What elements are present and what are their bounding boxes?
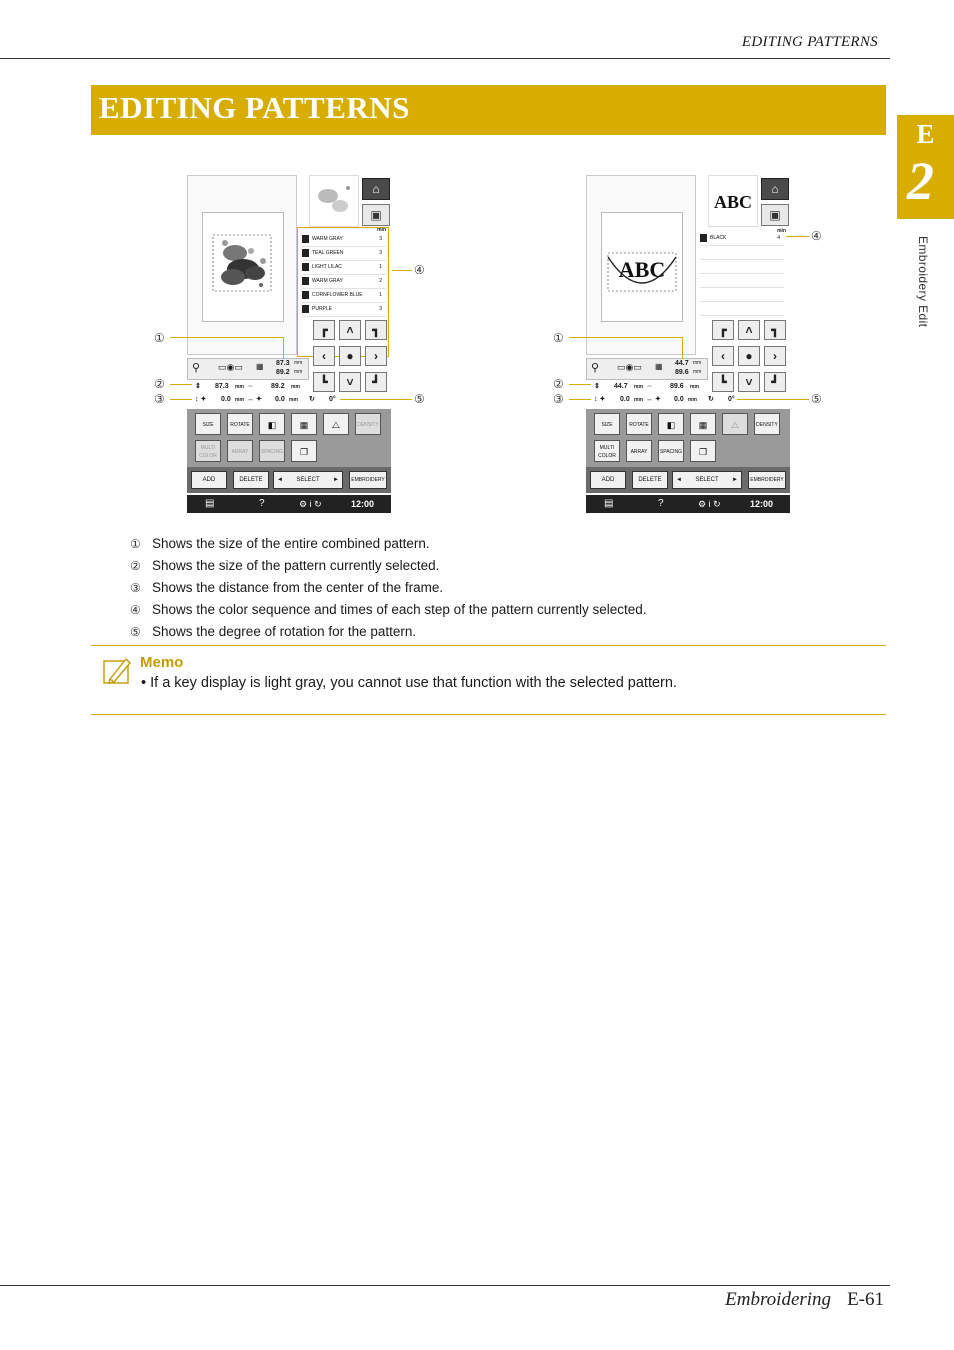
screen-right <box>586 175 790 513</box>
color-row-empty <box>700 260 784 274</box>
duplicate-button[interactable] <box>690 440 716 462</box>
delete-button[interactable]: DELETE <box>632 471 668 489</box>
callout-line <box>340 399 412 400</box>
document-icon: ▤ <box>205 498 215 509</box>
rotation-icon: ↻ <box>309 396 315 403</box>
mirror-image-button[interactable] <box>658 413 684 435</box>
color-row-empty <box>700 246 784 260</box>
move-up-button[interactable] <box>339 320 361 340</box>
action-bar <box>187 467 391 493</box>
pattern-size-icon: ▦ <box>655 362 663 371</box>
callout-line <box>682 337 683 359</box>
thread-spool-icon <box>302 277 309 285</box>
center-dot-icon: ● <box>745 349 753 363</box>
vertical-distance-icon: ↕ ✦ <box>594 396 606 403</box>
array-button[interactable]: ARRAY <box>626 440 652 462</box>
horizontal-size-icon: ⇔ <box>247 383 254 390</box>
spacing-button[interactable]: SPACING <box>259 440 285 462</box>
clock: 12:00 <box>750 499 774 509</box>
color-row-empty <box>700 288 784 302</box>
memo-top-rule <box>91 645 886 646</box>
frame-button[interactable] <box>362 204 390 226</box>
color-row-empty <box>700 302 784 316</box>
flip-button[interactable] <box>722 413 748 435</box>
abc-text: ABC <box>618 257 666 282</box>
settings-icon[interactable]: ⚙ i ↻ <box>698 499 721 509</box>
svg-text:ABC: ABC <box>713 192 753 212</box>
flip-icon: ⧍ <box>730 420 740 430</box>
chapter-number: 2 <box>907 151 934 211</box>
screen-left <box>187 175 391 513</box>
abc-arc-pattern-icon <box>602 213 682 321</box>
move-right-button[interactable] <box>365 346 387 366</box>
pattern-thumbnail <box>309 175 359 227</box>
selected-size-line: ⇕ 44.7 mm ⇔ 89.6 mm <box>586 381 790 393</box>
edit-panel <box>586 409 790 467</box>
bottom-rule <box>0 1285 890 1286</box>
color-row-empty <box>700 274 784 288</box>
chapter-tab <box>897 115 954 219</box>
vertical-size-icon: ⇕ <box>195 383 201 390</box>
status-bar <box>187 495 391 513</box>
thread-spool-icon <box>302 249 309 257</box>
frame-icon: ▣ <box>769 208 781 222</box>
pattern-size-icon: ▦ <box>256 362 264 371</box>
duplicate-icon: ❐ <box>698 447 708 457</box>
add-button[interactable]: ADD <box>590 471 626 489</box>
home-icon: ⌂ <box>771 182 779 196</box>
callout-1-right: ① <box>553 331 564 345</box>
total-height: 89.6 <box>675 369 689 376</box>
total-width: 87.3 <box>276 360 290 367</box>
distance-horizontal: 0.0 <box>275 396 285 403</box>
select-label: SELECT <box>296 477 320 483</box>
flip-button[interactable] <box>323 413 349 435</box>
move-up-right-button[interactable] <box>764 320 786 340</box>
chevron-up-icon: ˄ <box>745 323 753 337</box>
info-bar: ⚲ ▭◉▭ ▦ 44.7 89.6 mm mm <box>586 358 708 380</box>
frame-button[interactable] <box>761 204 789 226</box>
frame-icon: ▣ <box>370 208 382 222</box>
callout-line <box>569 337 682 338</box>
memo-title: Memo <box>140 654 184 671</box>
color-row[interactable]: TEAL GREEN 3 <box>302 247 386 261</box>
frame-size-icon: ▭◉▭ <box>218 362 243 372</box>
horizontal-size-icon: ⇔ <box>646 383 653 390</box>
callout-line <box>569 384 591 385</box>
note-item: ③ Shows the distance from the center of the frame. <box>130 580 444 595</box>
callout-line <box>170 384 192 385</box>
thread-spool-icon <box>302 263 309 271</box>
callout-line <box>170 399 192 400</box>
vertical-distance-icon: ↕ ✦ <box>195 396 207 403</box>
color-row[interactable]: CORNFLOWER BLUE 1 <box>302 289 386 303</box>
footer-section: Embroidering <box>725 1289 832 1310</box>
corner-up-left-icon: ┏ <box>320 323 328 337</box>
settings-icon[interactable]: ⚙ i ↻ <box>299 499 322 509</box>
selected-size-line: ⇕ 87.3 mm ⇔ 89.2 mm <box>187 381 391 393</box>
callout-5-right: ⑤ <box>811 392 822 406</box>
select-control[interactable] <box>672 471 742 489</box>
embroidery-button[interactable]: EMBROIDERY <box>748 471 786 489</box>
distance-line: ↕ ✦ 0.0 mm ↔ ✦ 0.0 mm ↻ 0° <box>187 394 391 406</box>
home-icon: ⌂ <box>372 182 380 196</box>
abc-thumb-icon <box>709 176 757 226</box>
corner-down-right-icon: ┛ <box>372 375 380 389</box>
callout-2-right: ② <box>553 377 564 391</box>
callout-3-left: ③ <box>154 392 165 406</box>
thread-spool-icon <box>302 305 309 313</box>
clock: 12:00 <box>351 499 375 509</box>
chevron-up-icon: ˄ <box>346 323 354 337</box>
note-item: ④ Shows the color sequence and times of each step of the pattern currently selected. <box>130 602 647 617</box>
corner-down-left-icon: ┗ <box>320 375 328 389</box>
min-label: min <box>777 228 786 234</box>
size-button[interactable]: SIZE <box>594 413 620 435</box>
document-icon: ▤ <box>604 498 614 509</box>
multi-color-button[interactable]: MULTI COLOR <box>594 440 620 462</box>
chevron-down-icon: ˅ <box>346 375 354 389</box>
chapter-letter: E <box>916 119 935 149</box>
frame-size-icon: ▭◉▭ <box>617 362 642 372</box>
home-button[interactable] <box>761 178 789 200</box>
spacing-button[interactable]: SPACING <box>658 440 684 462</box>
select-prev-icon: ◄ <box>277 477 283 483</box>
thread-spool-icon <box>302 291 309 299</box>
move-left-button[interactable] <box>712 346 734 366</box>
array-button[interactable]: ARRAY <box>227 440 253 462</box>
horizontal-distance-icon: ↔ ✦ <box>646 396 661 403</box>
edit-panel <box>187 409 391 467</box>
move-right-button[interactable] <box>764 346 786 366</box>
corner-up-left-icon: ┏ <box>719 323 727 337</box>
page-title: EDITING PATTERNS <box>99 90 410 125</box>
rotation-degree: 0° <box>728 396 735 403</box>
action-bar <box>586 467 790 493</box>
rotation-degree: 0° <box>329 396 336 403</box>
total-width: 44.7 <box>675 360 689 367</box>
thread-spool-icon <box>302 235 309 243</box>
vertical-size-icon: ⇕ <box>594 383 600 390</box>
move-left-button[interactable] <box>313 346 335 366</box>
callout-5-left: ⑤ <box>414 392 425 406</box>
duplicate-icon: ❐ <box>299 447 309 457</box>
legend-notes <box>130 533 647 643</box>
color-row[interactable]: LIGHT LILAC 1 <box>302 261 386 275</box>
size-button[interactable]: SIZE <box>195 413 221 435</box>
rotate-button[interactable]: ROTATE <box>626 413 652 435</box>
distance-vertical: 0.0 <box>221 396 231 403</box>
embroidery-frame <box>601 212 683 322</box>
callout-4-right: ④ <box>811 229 822 243</box>
multi-color-button[interactable]: MULTI COLOR <box>195 440 221 462</box>
callout-line <box>283 337 284 359</box>
callout-line <box>569 399 591 400</box>
select-prev-icon: ◄ <box>676 477 682 483</box>
running-head: EDITING PATTERNS <box>741 34 878 50</box>
butterfly-pattern-icon <box>203 213 283 321</box>
selected-width: 89.2 <box>271 383 285 390</box>
flip-icon: ⧍ <box>331 420 341 430</box>
chevron-right-icon: › <box>773 349 777 363</box>
callout-4-left: ④ <box>414 263 425 277</box>
callout-2-left: ② <box>154 377 165 391</box>
select-next-icon: ► <box>732 477 738 483</box>
needle-icon: ⚲ <box>192 362 201 374</box>
info-bar: ⚲ ▭◉▭ ▦ 87.3 89.2 mm mm <box>187 358 309 380</box>
corner-down-right-icon: ┛ <box>771 375 779 389</box>
title-bar <box>91 85 886 135</box>
distance-horizontal: 0.0 <box>674 396 684 403</box>
border-button[interactable] <box>690 413 716 435</box>
move-up-left-button[interactable] <box>313 320 335 340</box>
embroidery-button[interactable]: EMBROIDERY <box>349 471 387 489</box>
move-up-left-button[interactable] <box>712 320 734 340</box>
color-row[interactable]: PURPLE 3 <box>302 303 386 317</box>
page-number: E-61 <box>847 1289 884 1310</box>
note-item: ⑤ Shows the degree of rotation for the pattern. <box>130 624 417 639</box>
help-button[interactable]: ? <box>259 498 265 509</box>
selected-width: 89.6 <box>670 383 684 390</box>
selected-height: 87.3 <box>215 383 229 390</box>
memo-text: • If a key display is light gray, you cannot use that function with the selected pattern. <box>141 675 677 691</box>
mirror-icon: ◧ <box>267 420 277 430</box>
move-up-right-button[interactable] <box>365 320 387 340</box>
note-item: ② Shows the size of the pattern currently selected. <box>130 558 440 573</box>
corner-down-left-icon: ┗ <box>719 375 727 389</box>
distance-vertical: 0.0 <box>620 396 630 403</box>
delete-button[interactable]: DELETE <box>233 471 269 489</box>
color-row[interactable]: BLACK 4 <box>700 232 784 246</box>
callout-line <box>737 399 809 400</box>
callout-line <box>786 236 809 237</box>
move-up-button[interactable] <box>738 320 760 340</box>
mirror-image-button[interactable] <box>259 413 285 435</box>
callout-line <box>170 337 283 338</box>
rotate-button[interactable]: ROTATE <box>227 413 253 435</box>
center-dot-icon: ● <box>346 349 354 363</box>
center-button[interactable] <box>339 346 361 366</box>
chevron-right-icon: › <box>374 349 378 363</box>
note-item: ① Shows the size of the entire combined pattern. <box>130 536 430 551</box>
total-height: 89.2 <box>276 369 290 376</box>
memo-bottom-rule <box>91 714 886 715</box>
selected-height: 44.7 <box>614 383 628 390</box>
rotation-icon: ↻ <box>708 396 714 403</box>
embroidery-frame <box>202 212 284 322</box>
thread-spool-icon <box>700 234 707 242</box>
color-row[interactable]: WARM GRAY 3 <box>302 233 386 247</box>
pattern-thumbnail <box>708 175 758 227</box>
chevron-left-icon: ‹ <box>322 349 326 363</box>
callout-1-left: ① <box>154 331 165 345</box>
mirror-icon: ◧ <box>666 420 676 430</box>
help-button[interactable]: ? <box>658 498 664 509</box>
density-button[interactable]: DENSITY <box>754 413 780 435</box>
memo-pencil-icon <box>102 655 132 685</box>
duplicate-button[interactable] <box>291 440 317 462</box>
add-button[interactable]: ADD <box>191 471 227 489</box>
center-button[interactable] <box>738 346 760 366</box>
top-rule <box>0 58 890 59</box>
horizontal-distance-icon: ↔ ✦ <box>247 396 262 403</box>
chevron-down-icon: ˅ <box>745 375 753 389</box>
distance-line: ↕ ✦ 0.0 mm ↔ ✦ 0.0 mm ↻ 0° <box>586 394 790 406</box>
select-control[interactable] <box>273 471 343 489</box>
grid-icon: ▦ <box>698 420 708 430</box>
callout-3-right: ③ <box>553 392 564 406</box>
density-button[interactable]: DENSITY <box>355 413 381 435</box>
grid-icon: ▦ <box>299 420 309 430</box>
status-bar <box>586 495 790 513</box>
select-next-icon: ► <box>333 477 339 483</box>
needle-icon: ⚲ <box>591 362 600 374</box>
min-label: min <box>377 227 386 233</box>
callout-line <box>392 270 412 271</box>
home-button[interactable] <box>362 178 390 200</box>
butterfly-thumb-icon <box>310 176 358 226</box>
chapter-side-label: Embroidery Edit <box>916 236 930 328</box>
corner-up-right-icon: ┓ <box>771 323 779 337</box>
pattern-preview <box>187 175 297 355</box>
pattern-preview <box>586 175 696 355</box>
select-label: SELECT <box>695 477 719 483</box>
color-row[interactable]: WARM GRAY 2 <box>302 275 386 289</box>
page-footer <box>725 1289 884 1311</box>
corner-up-right-icon: ┓ <box>372 323 380 337</box>
chevron-left-icon: ‹ <box>721 349 725 363</box>
border-button[interactable] <box>291 413 317 435</box>
